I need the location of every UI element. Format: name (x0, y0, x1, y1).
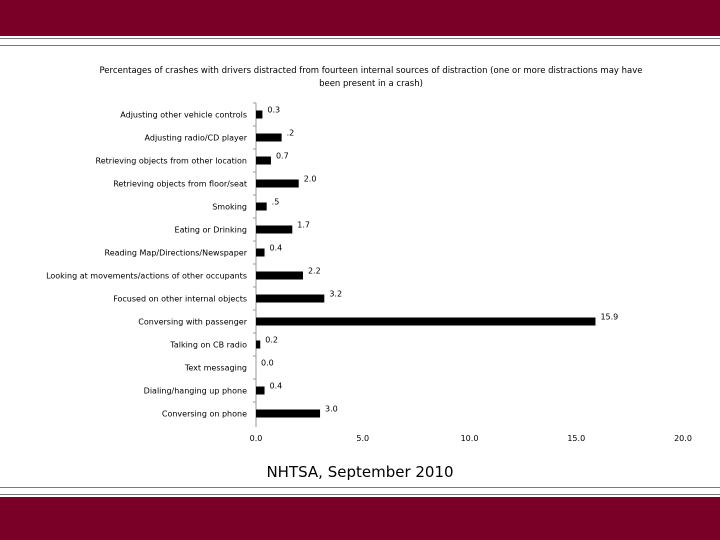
x-tick-label: 5.0 (356, 434, 370, 443)
data-label: .5 (271, 197, 280, 207)
bar (256, 134, 282, 142)
data-label: 2.2 (307, 266, 321, 276)
bar (256, 157, 271, 165)
x-tick-label: 0.0 (249, 434, 263, 443)
bar (256, 203, 267, 211)
category-label: Retrieving objects from other location (95, 156, 247, 166)
category-label: Focused on other internal objects (113, 294, 247, 304)
category-label: Adjusting radio/CD player (144, 133, 247, 143)
bar (256, 318, 595, 326)
category-label: Talking on CB radio (170, 340, 247, 350)
bar (256, 295, 324, 303)
data-label: 0.0 (261, 358, 274, 368)
bar (256, 111, 262, 119)
x-tick-label: 10.0 (460, 434, 479, 443)
bar (256, 180, 299, 188)
x-tick-label: 15.0 (567, 434, 586, 443)
x-tick-label: 20.0 (674, 434, 692, 443)
category-label: Adjusting other vehicle controls (120, 110, 247, 120)
data-label: 0.4 (269, 243, 283, 253)
data-label: 0.3 (267, 105, 281, 115)
bar (256, 272, 303, 280)
category-label: Text messaging (184, 363, 247, 373)
data-label: 3.0 (325, 404, 338, 414)
category-label: Retrieving objects from floor/seat (113, 179, 247, 189)
bar (256, 226, 292, 234)
category-label: Conversing on phone (161, 409, 247, 419)
data-label: 0.2 (265, 335, 279, 345)
bar (256, 341, 260, 349)
category-label: Conversing with passenger (138, 317, 247, 327)
chart-title: Percentages of crashes with drivers distracted from fourteen internal sources of distraction (one or more distractions may have been present in a crash) (99, 66, 643, 89)
category-label: Looking at movements/actions of other occupants (46, 271, 247, 281)
data-label: 0.4 (269, 381, 283, 391)
bottom-divider (0, 487, 720, 495)
source-caption: NHTSA, September 2010 (266, 463, 454, 481)
data-label: 0.7 (275, 151, 289, 161)
category-label: Eating or Drinking (174, 225, 247, 235)
data-label: 2.0 (303, 174, 317, 184)
data-label: 1.7 (297, 220, 311, 230)
data-label: .2 (286, 128, 295, 138)
category-label: Reading Map/Directions/Newspaper (104, 248, 247, 258)
bar (256, 410, 320, 418)
bar (256, 249, 265, 257)
category-label: Smoking (212, 202, 247, 212)
data-label: 15.9 (600, 312, 619, 322)
bar (256, 387, 265, 395)
bottom-banner (0, 497, 720, 540)
category-label: Dialing/hanging up phone (143, 386, 247, 396)
data-label: 3.2 (329, 289, 343, 299)
